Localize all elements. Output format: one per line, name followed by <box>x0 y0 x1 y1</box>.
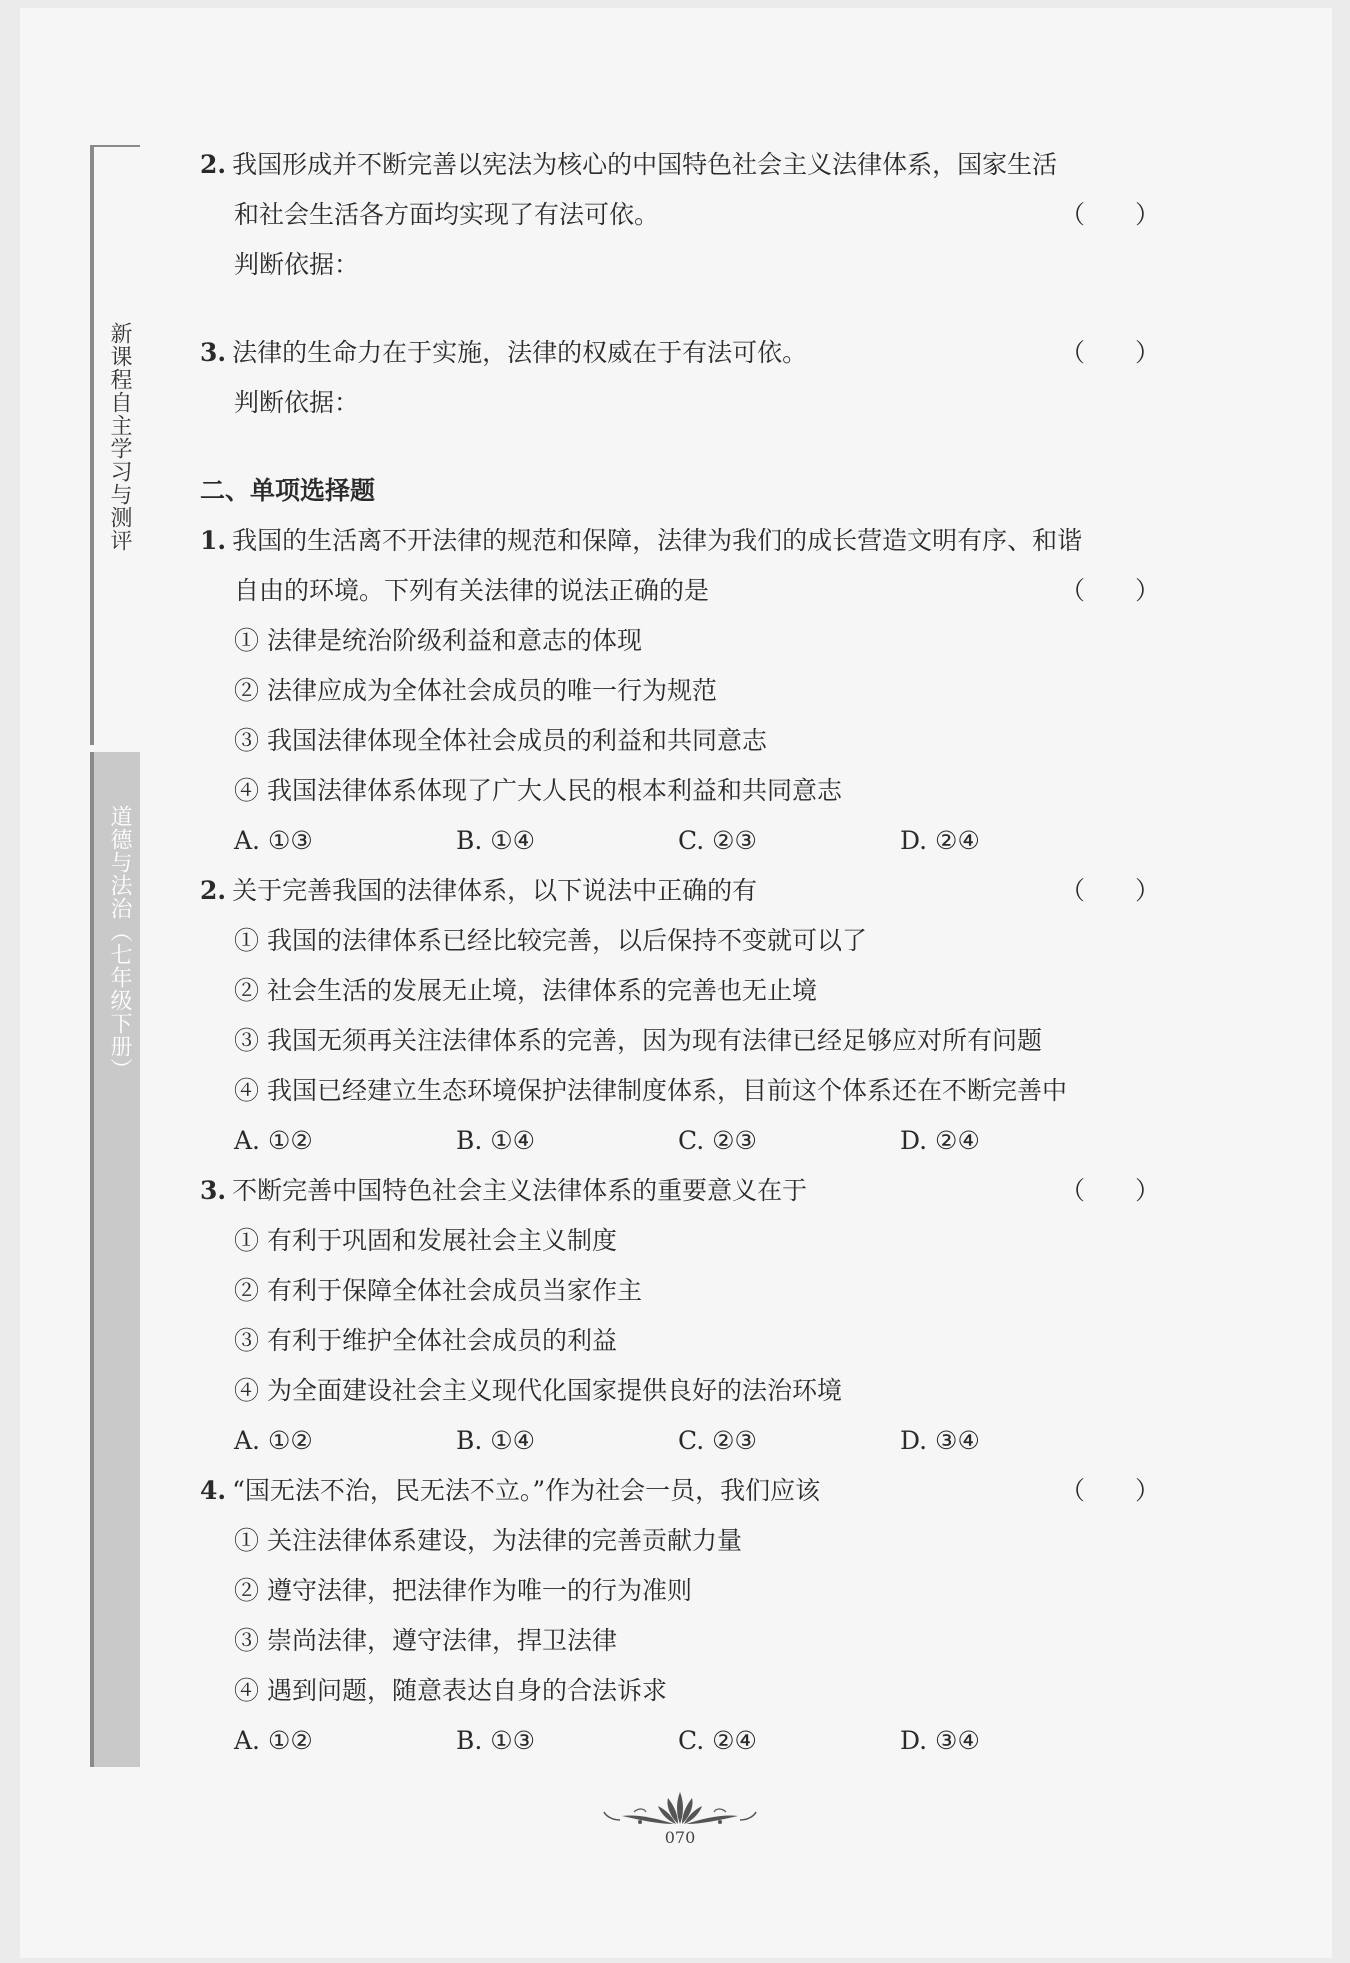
question-number: 3. <box>200 338 227 367</box>
statement: ④ 为全面建设社会主义现代化国家提供良好的法治环境 <box>234 1376 842 1405</box>
question-number: 2. <box>200 150 227 179</box>
statement: ④ 遇到问题，随意表达自身的合法诉求 <box>234 1676 667 1705</box>
question-text: 关于完善我国的法律体系，以下说法中正确的有 <box>232 876 758 905</box>
statement: ② 遵守法律，把法律作为唯一的行为准则 <box>234 1576 692 1605</box>
judgment-2-line2 <box>200 190 1160 240</box>
section-title: 二、单项选择题 <box>200 476 376 505</box>
question-text: 自由的环境。下列有关法律的说法正确的是 <box>234 576 710 605</box>
option-c[interactable]: C. ②③ <box>678 826 757 855</box>
statement: ① 法律是统治阶级利益和意志的体现 <box>234 626 642 655</box>
question-number: 3. <box>200 1176 227 1205</box>
statement: ③ 我国法律体现全体社会成员的利益和共同意志 <box>234 726 767 755</box>
mc-1-stem2 <box>200 566 1160 616</box>
answer-bracket[interactable]: （ ） <box>1059 1176 1160 1205</box>
statement: ② 社会生活的发展无止境，法律体系的完善也无止境 <box>234 976 817 1005</box>
statement: ④ 我国法律体系体现了广大人民的根本利益和共同意志 <box>234 776 842 805</box>
basis-label: 判断依据： <box>234 250 360 279</box>
options-row <box>200 1716 1160 1766</box>
question-number: 4. <box>200 1476 227 1505</box>
statement: ④ 我国已经建立生态环境保护法律制度体系，目前这个体系还在不断完善中 <box>234 1076 1067 1105</box>
option-d[interactable]: D. ②④ <box>900 1126 980 1155</box>
statement: ③ 有利于维护全体社会成员的利益 <box>234 1326 617 1355</box>
options-row <box>200 816 1160 866</box>
basis-label: 判断依据： <box>234 388 360 417</box>
page-number: 070 <box>664 1828 696 1847</box>
statement: ① 我国的法律体系已经比较完善，以后保持不变就可以了 <box>234 926 867 955</box>
statement: ③ 崇尚法律，遵守法律，捍卫法律 <box>234 1626 617 1655</box>
content <box>200 140 1160 1766</box>
question-text: 不断完善中国特色社会主义法律体系的重要意义在于 <box>232 1176 808 1205</box>
options-row <box>200 1116 1160 1166</box>
question-number: 2. <box>200 876 227 905</box>
question-number: 1. <box>200 526 227 555</box>
question-text: 我国的生活离不开法律的规范和保障，法律为我们的成长营造文明有序、和谐 <box>232 526 1083 555</box>
option-d[interactable]: D. ③④ <box>900 1426 980 1455</box>
option-b[interactable]: B. ①③ <box>456 1726 536 1755</box>
answer-bracket[interactable]: （ ） <box>1059 200 1160 229</box>
leaf-ornament-icon <box>600 1790 760 1828</box>
sidebar-book-title: 新课程自主学习与测评 <box>107 322 132 552</box>
option-a[interactable]: A. ①② <box>234 1726 313 1755</box>
option-a[interactable]: A. ①② <box>234 1126 313 1155</box>
question-text: “国无法不治，民无法不立。”作为社会一员，我们应该 <box>232 1476 821 1505</box>
option-c[interactable]: C. ②③ <box>678 1426 757 1455</box>
option-b[interactable]: B. ①④ <box>456 1126 536 1155</box>
judgment-3-line1 <box>200 328 1160 378</box>
options-row <box>200 1416 1160 1466</box>
statement: ① 有利于巩固和发展社会主义制度 <box>234 1226 617 1255</box>
answer-bracket[interactable]: （ ） <box>1059 338 1160 367</box>
answer-bracket[interactable]: （ ） <box>1059 576 1160 605</box>
page-footer <box>600 1790 760 1847</box>
statement: ② 法律应成为全体社会成员的唯一行为规范 <box>234 676 717 705</box>
mc-4-stem <box>200 1466 1160 1516</box>
statement: ① 关注法律体系建设，为法律的完善贡献力量 <box>234 1526 742 1555</box>
statement: ③ 我国无须再关注法律体系的完善，因为现有法律已经足够应对所有问题 <box>234 1026 1042 1055</box>
question-text: 我国形成并不断完善以宪法为核心的中国特色社会主义法律体系，国家生活 <box>232 150 1058 179</box>
option-c[interactable]: C. ②③ <box>678 1126 757 1155</box>
question-text: 和社会生活各方面均实现了有法可依。 <box>234 200 660 229</box>
option-a[interactable]: A. ①② <box>234 1426 313 1455</box>
option-d[interactable]: D. ②④ <box>900 826 980 855</box>
option-b[interactable]: B. ①④ <box>456 826 536 855</box>
option-b[interactable]: B. ①④ <box>456 1426 536 1455</box>
question-text: 法律的生命力在于实施，法律的权威在于有法可依。 <box>232 338 808 367</box>
answer-bracket[interactable]: （ ） <box>1059 876 1160 905</box>
mc-3-stem <box>200 1166 1160 1216</box>
option-d[interactable]: D. ③④ <box>900 1726 980 1755</box>
option-c[interactable]: C. ②④ <box>678 1726 757 1755</box>
mc-2-stem <box>200 866 1160 916</box>
judgment-2-basis <box>200 240 1160 290</box>
option-a[interactable]: A. ①③ <box>234 826 313 855</box>
answer-bracket[interactable]: （ ） <box>1059 1476 1160 1505</box>
judgment-2-line1 <box>200 140 1160 190</box>
statement: ② 有利于保障全体社会成员当家作主 <box>234 1276 642 1305</box>
judgment-3-basis <box>200 378 1160 428</box>
sidebar-subject: 道德与法治（七年级下册） <box>107 805 132 1081</box>
mc-1-stem <box>200 516 1160 566</box>
